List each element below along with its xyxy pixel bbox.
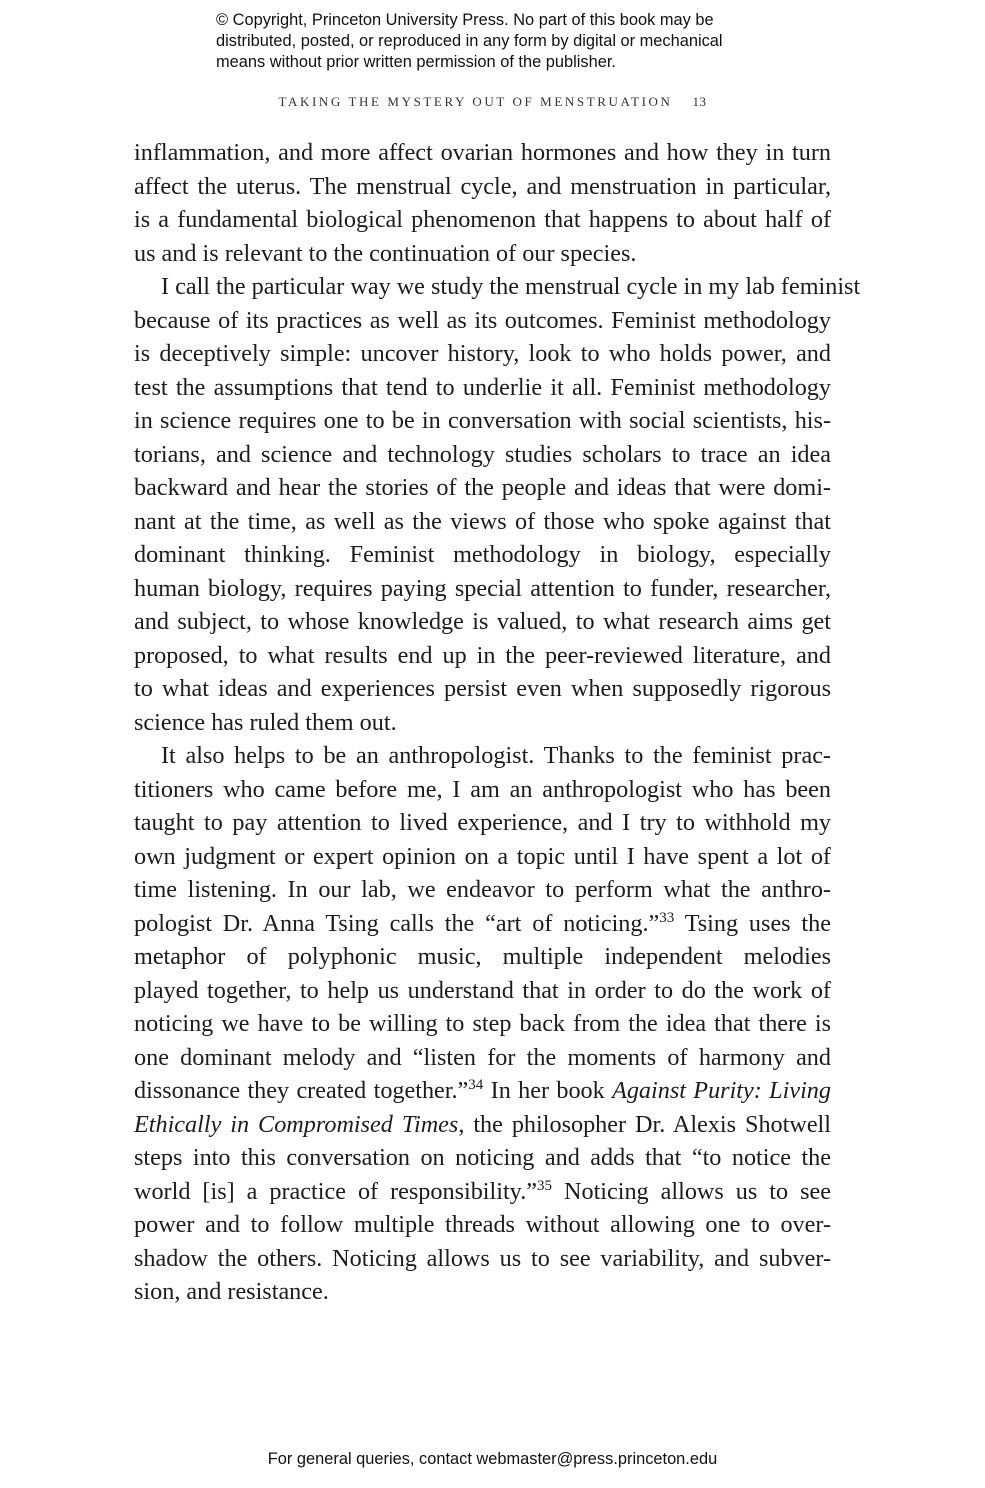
text-line: own judgment or expert opinion on a topic until I have spent a lot of — [134, 842, 831, 870]
footnote-ref-34: 34 — [468, 1077, 484, 1093]
paragraph — [134, 739, 831, 1309]
text-line: It also helps to be an anthropologist. Thanks to the feminist prac- — [161, 742, 831, 769]
paragraph — [134, 270, 861, 739]
text-line: backward and hear the stories of the people and ideas that were domi- — [134, 474, 831, 501]
text-line: power and to follow multiple threads without allowing one to over- — [134, 1211, 831, 1238]
text-line: is a fundamental biological phenomenon that happens to about half of — [134, 206, 831, 233]
text-line: inflammation, and more affect ovarian hormones and how they in turn — [134, 139, 831, 166]
text-line — [134, 1074, 831, 1108]
text-segment: Noticing allows us to see — [552, 1177, 832, 1205]
text-line: because of its practices as well as its outcomes. Feminist methodology — [134, 306, 831, 334]
footer-contact: For general queries, contact webmaster@press.princeton.edu — [267, 1450, 718, 1468]
text-line: steps into this conversation on noticing and adds that “to notice the — [134, 1144, 831, 1171]
text-line — [134, 1108, 831, 1142]
text-line: taught to pay attention to lived experience, and I try to withhold my — [134, 809, 831, 836]
text-segment: pologist Dr. Anna Tsing calls the “art of noticing.” — [134, 909, 660, 937]
running-title: TAKING THE MYSTERY OUT OF MENSTRUATION — [278, 94, 673, 109]
body-text — [134, 136, 861, 1309]
text-line: played together, to help us understand that in order to do the work of — [134, 976, 831, 1004]
text-line: human biology, requires paying special attention to funder, researcher, — [134, 574, 831, 602]
copyright-line: distributed, posted, or reproduced in any form by digital or mechanical — [216, 32, 723, 50]
text-line — [134, 907, 831, 941]
text-line: in science requires one to be in conversation with social scientists, his- — [134, 407, 831, 434]
page-number: 13 — [692, 94, 707, 109]
footnote-ref-35: 35 — [537, 1177, 552, 1194]
text-line: titioners who came before me, I am an anthropologist who has been — [134, 775, 831, 803]
text-line: I call the particular way we study the menstrual cycle in my lab feminist — [161, 273, 861, 300]
text-line: torians, and science and technology studies scholars to trace an idea — [134, 440, 831, 468]
text-line: noticing we have to be willing to step back from the idea that there is — [134, 1010, 831, 1037]
text-line: nant at the time, as well as the views of those who spoke against that — [134, 507, 831, 535]
text-segment: In her book — [483, 1077, 613, 1104]
text-line: science has ruled them out. — [134, 708, 397, 736]
copyright-notice — [216, 10, 816, 73]
text-line: shadow the others. Noticing allows us to see variability, and subver- — [134, 1244, 831, 1272]
running-head — [0, 94, 985, 110]
text-line: dominant thinking. Feminist methodology in biology, especially — [134, 541, 831, 568]
text-segment: dissonance they created together.” — [134, 1077, 469, 1104]
text-line: metaphor of polyphonic music, multiple independent melodies — [134, 943, 831, 970]
book-title: Against Purity: Living — [612, 1077, 831, 1104]
footnote-ref-33: 33 — [659, 909, 675, 926]
text-line: us and is relevant to the continuation of our species. — [134, 239, 637, 267]
book-title: Ethically in Compromised Times — [134, 1110, 459, 1138]
text-segment: , the philosopher Dr. Alexis Shotwell — [458, 1110, 831, 1138]
text-line: affect the uterus. The menstrual cycle, and menstruation in particular, — [134, 172, 831, 200]
copyright-line: © Copyright, Princeton University Press. No part of this book may be — [216, 11, 714, 29]
text-segment: world [is] a practice of responsibility.” — [134, 1177, 537, 1205]
text-line: is deceptively simple: uncover history, look to who holds power, and — [134, 340, 831, 367]
text-line: test the assumptions that tend to underlie it all. Feminist methodology — [134, 373, 831, 401]
copyright-line: means without prior written permission of the publisher. — [216, 53, 616, 71]
text-line: proposed, to what results end up in the peer-reviewed literature, and — [134, 641, 831, 669]
text-line: sion, and resistance. — [134, 1278, 329, 1305]
text-line — [134, 1175, 831, 1209]
text-line: and subject, to whose knowledge is valued, to what research aims get — [134, 608, 831, 635]
text-line: time listening. In our lab, we endeavor to perform what the anthro- — [134, 876, 831, 903]
text-line: one dominant melody and “listen for the moments of harmony and — [134, 1043, 831, 1071]
text-line: to what ideas and experiences persist even when supposedly rigorous — [134, 675, 831, 702]
paragraph — [134, 136, 831, 270]
text-segment: Tsing uses the — [674, 909, 831, 937]
